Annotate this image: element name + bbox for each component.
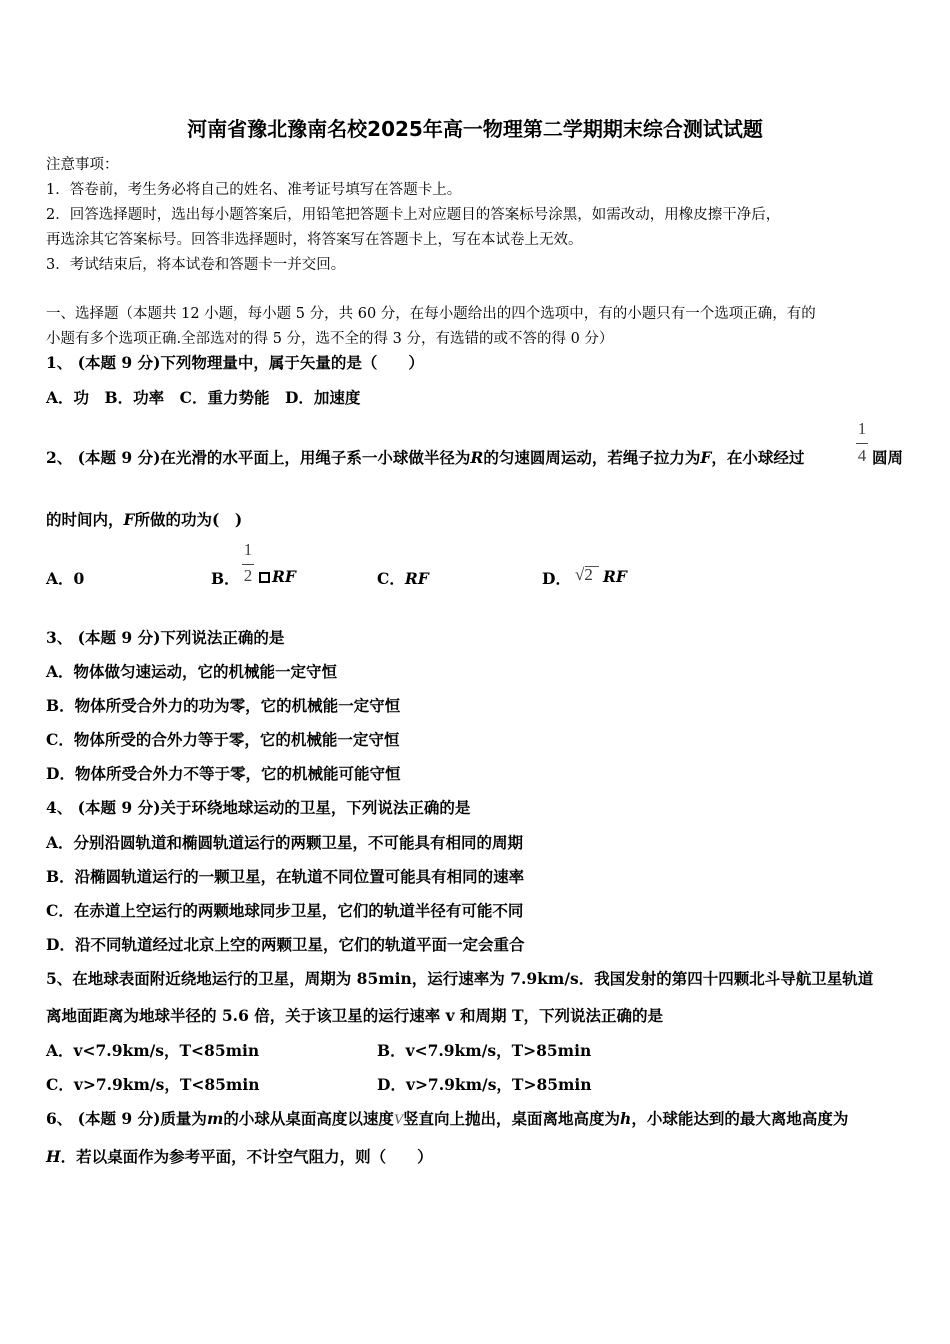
fraction-bar (856, 443, 868, 444)
notice-item: 再选涂其它答案标号。回答非选择题时，将答案写在答题卡上，写在本试卷上无效。 (46, 232, 583, 248)
question-1-options: A．功 B．功率 C．重力势能 D．加速度 (46, 388, 361, 407)
question-2-stem: 2、 (本题 9 分)在光滑的水平面上，用绳子系一小球做半径为R的匀速圆周运动，若绳子拉力为F，在小球经过 (46, 448, 805, 467)
question-4-option: C．在赤道上空运行的两颗地球同步卫星，它们的轨道半径有可能不同 (46, 901, 524, 920)
notice-item: 1．答卷前，考生务必将自己的姓名、准考证号填写在答题卡上。 (46, 182, 462, 198)
question-4-option: B．沿椭圆轨道运行的一颗卫星，在轨道不同位置可能具有相同的速率 (46, 867, 525, 886)
question-4-stem: 4、 (本题 9 分)关于环绕地球运动的卫星，下列说法正确的是 (46, 798, 471, 817)
fraction-denominator: 4 (857, 446, 867, 465)
fraction-numerator: 1 (243, 540, 253, 559)
question-2-option-d-value: RF (603, 567, 627, 586)
question-3-option: D．物体所受合外力不等于零，它的机械能可能守恒 (46, 764, 401, 783)
fraction-denominator: 2 (243, 566, 253, 585)
sqrt-overline (585, 566, 599, 567)
question-5-option-a: A．v<7.9km/s，T<85min (46, 1041, 260, 1060)
fraction-numerator: 1 (857, 419, 867, 438)
question-2-option-a: A．0 (46, 569, 85, 588)
question-3-option: B．物体所受合外力的功为零，它的机械能一定守恒 (46, 696, 401, 715)
question-6-stem: 6、 (本题 9 分)质量为m的小球从桌面高度以速度V竖直向上抛出，桌面离地高度为h，小球能达到的最大离地高度为 (46, 1109, 849, 1128)
notice-item: 3．考试结束后，将本试卷和答题卡一并交回。 (46, 257, 346, 273)
question-5-option-c: C．v>7.9km/s，T<85min (46, 1075, 260, 1094)
question-3-option: A．物体做匀速运动，它的机械能一定守恒 (46, 662, 338, 681)
question-3-option: C．物体所受的合外力等于零，它的机械能一定守恒 (46, 730, 400, 749)
question-1-stem: 1、 (本题 9 分)下列物理量中，属于矢量的是（ ） (46, 353, 424, 372)
question-2-option-b-value: RF (259, 567, 296, 586)
question-6-stem-line2: H．若以桌面作为参考平面，不计空气阻力，则（ ） (46, 1147, 433, 1166)
question-2-option-d-label: D． (542, 569, 571, 588)
notice-heading: 注意事项： (46, 157, 119, 173)
question-2-stem-end: 圆周 (872, 448, 904, 467)
placeholder-box-icon (259, 572, 270, 583)
question-2-option-b-label: B． (211, 569, 240, 588)
question-4-option: D．沿不同轨道经过北京上空的两颗卫星，它们的轨道平面一定会重合 (46, 935, 525, 954)
question-5-stem-line2: 离地面距离为地球半径的 5.6 倍，关于该卫星的运行速率 v 和周期 T，下列说法正确的是 (46, 1006, 663, 1025)
question-3-stem: 3、 (本题 9 分)下列说法正确的是 (46, 628, 285, 647)
section-instructions: 小题有多个选项正确.全部选对的得 5 分，选不全的得 3 分，有选错的或不答的得 0 分） (46, 331, 614, 347)
question-2-stem-line2: 的时间内，F所做的功为( ) (46, 510, 243, 529)
question-4-option: A．分别沿圆轨道和椭圆轨道运行的两颗卫星，不可能具有相同的周期 (46, 833, 524, 852)
question-5-option-b: B．v<7.9km/s，T>85min (377, 1041, 592, 1060)
question-2-option-c: C．RF (377, 569, 429, 588)
sqrt-two: √2 (575, 565, 593, 584)
notice-item: 2．回答选择题时，选出每小题答案后，用铅笔把答题卡上对应题目的答案标号涂黑，如需改动，用橡皮擦干净后， (46, 207, 781, 223)
page-title: 河南省豫北豫南名校2025年高一物理第二学期期末综合测试试题 (187, 117, 763, 141)
fraction-bar (242, 564, 254, 565)
question-5-option-d: D．v>7.9km/s，T>85min (377, 1075, 592, 1094)
question-5-stem: 5、在地球表面附近绕地运行的卫星，周期为 85min，运行速率为 7.9km/s．我国发射的第四十四颗北斗导航卫星轨道 (46, 969, 874, 988)
section-instructions: 一、选择题（本题共 12 小题，每小题 5 分，共 60 分，在每小题给出的四个选项中，有的小题只有一个选项正确，有的 (46, 306, 816, 322)
